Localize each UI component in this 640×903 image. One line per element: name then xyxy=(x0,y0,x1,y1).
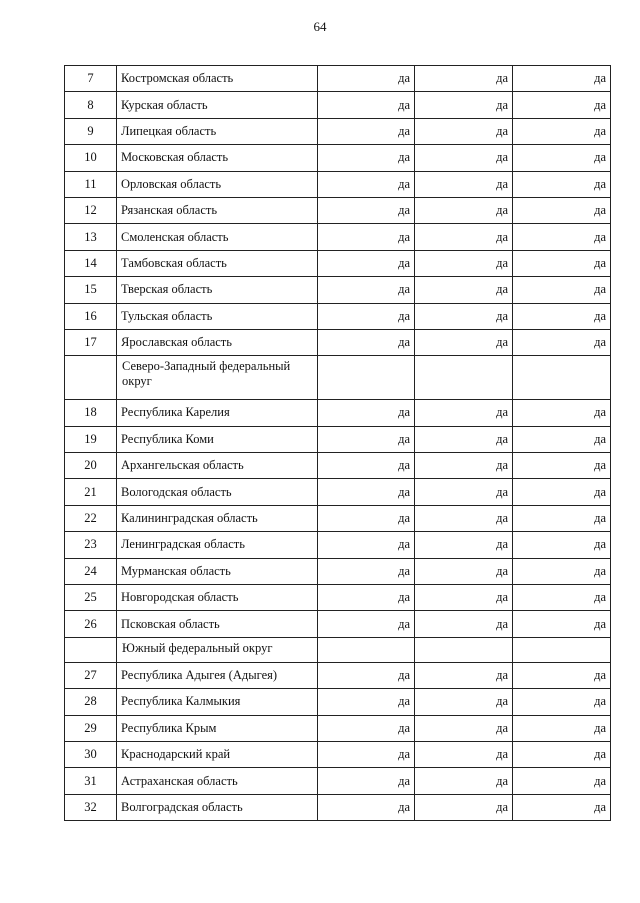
region-name-cell: Тверская область xyxy=(117,277,318,303)
value-cell-3: да xyxy=(513,400,611,426)
value-cell-1: да xyxy=(318,689,415,715)
row-number-cell: 27 xyxy=(65,662,117,688)
value-cell-2: да xyxy=(415,303,513,329)
value-cell-1: да xyxy=(318,92,415,118)
value-cell-3: да xyxy=(513,426,611,452)
row-number-cell: 10 xyxy=(65,145,117,171)
value-cell-2: да xyxy=(415,715,513,741)
value-cell-3 xyxy=(513,637,611,662)
table-row xyxy=(65,92,611,118)
row-number-cell: 21 xyxy=(65,479,117,505)
value-cell-2: да xyxy=(415,453,513,479)
table-row xyxy=(65,329,611,355)
value-cell-1: да xyxy=(318,66,415,92)
value-cell-1: да xyxy=(318,453,415,479)
value-cell-1: да xyxy=(318,558,415,584)
value-cell-3: да xyxy=(513,768,611,794)
region-name-cell: Смоленская область xyxy=(117,224,318,250)
value-cell-3: да xyxy=(513,329,611,355)
region-name-cell: Республика Коми xyxy=(117,426,318,452)
value-cell-1: да xyxy=(318,250,415,276)
row-number-cell: 29 xyxy=(65,715,117,741)
row-number-cell: 30 xyxy=(65,741,117,767)
table-row xyxy=(65,303,611,329)
value-cell-3: да xyxy=(513,250,611,276)
region-name-cell: Мурманская область xyxy=(117,558,318,584)
value-cell-2: да xyxy=(415,479,513,505)
table-row xyxy=(65,532,611,558)
value-cell-1: да xyxy=(318,585,415,611)
regions-table xyxy=(64,65,611,821)
region-name-cell: Архангельская область xyxy=(117,453,318,479)
table-row xyxy=(65,768,611,794)
table-row xyxy=(65,558,611,584)
value-cell-2: да xyxy=(415,224,513,250)
value-cell-1: да xyxy=(318,741,415,767)
value-cell-2: да xyxy=(415,794,513,820)
value-cell-2: да xyxy=(415,118,513,144)
value-cell-3: да xyxy=(513,611,611,637)
value-cell-3: да xyxy=(513,558,611,584)
region-name-cell: Республика Калмыкия xyxy=(117,689,318,715)
value-cell-1: да xyxy=(318,277,415,303)
value-cell-2: да xyxy=(415,585,513,611)
value-cell-1: да xyxy=(318,532,415,558)
table-row xyxy=(65,277,611,303)
value-cell-3: да xyxy=(513,505,611,531)
table-row xyxy=(65,224,611,250)
region-name-cell: Костромская область xyxy=(117,66,318,92)
value-cell-3: да xyxy=(513,145,611,171)
value-cell-1: да xyxy=(318,197,415,223)
value-cell-2: да xyxy=(415,250,513,276)
value-cell-2: да xyxy=(415,611,513,637)
row-number-cell: 15 xyxy=(65,277,117,303)
region-name-cell: Московская область xyxy=(117,145,318,171)
row-number-cell: 7 xyxy=(65,66,117,92)
region-name-cell: Курская область xyxy=(117,92,318,118)
region-name-cell: Ленинградская область xyxy=(117,532,318,558)
value-cell-3: да xyxy=(513,303,611,329)
table-row xyxy=(65,426,611,452)
value-cell-2: да xyxy=(415,197,513,223)
row-number-cell: 9 xyxy=(65,118,117,144)
value-cell-2: да xyxy=(415,171,513,197)
region-name-cell: Тульская область xyxy=(117,303,318,329)
region-name-cell: Ярославская область xyxy=(117,329,318,355)
value-cell-2: да xyxy=(415,662,513,688)
table-row xyxy=(65,662,611,688)
value-cell-1: да xyxy=(318,224,415,250)
table-row xyxy=(65,171,611,197)
value-cell-3: да xyxy=(513,479,611,505)
value-cell-3: да xyxy=(513,662,611,688)
row-number-cell: 31 xyxy=(65,768,117,794)
row-number-cell: 19 xyxy=(65,426,117,452)
value-cell-1: да xyxy=(318,794,415,820)
row-number-cell: 26 xyxy=(65,611,117,637)
table-row xyxy=(65,741,611,767)
value-cell-2 xyxy=(415,637,513,662)
region-name-cell: Новгородская область xyxy=(117,585,318,611)
table-row xyxy=(65,197,611,223)
row-number-cell: 13 xyxy=(65,224,117,250)
value-cell-2: да xyxy=(415,558,513,584)
row-number-cell: 12 xyxy=(65,197,117,223)
section-header-row xyxy=(65,356,611,400)
value-cell-1: да xyxy=(318,768,415,794)
value-cell-2: да xyxy=(415,689,513,715)
value-cell-3 xyxy=(513,356,611,400)
value-cell-2: да xyxy=(415,426,513,452)
value-cell-3: да xyxy=(513,532,611,558)
row-number-cell: 32 xyxy=(65,794,117,820)
value-cell-3: да xyxy=(513,197,611,223)
value-cell-1: да xyxy=(318,171,415,197)
value-cell-3: да xyxy=(513,224,611,250)
value-cell-3: да xyxy=(513,689,611,715)
region-name-cell: Республика Крым xyxy=(117,715,318,741)
page-number: 64 xyxy=(313,19,327,34)
value-cell-1 xyxy=(318,356,415,400)
value-cell-1: да xyxy=(318,611,415,637)
row-number-cell xyxy=(65,637,117,662)
row-number-cell: 17 xyxy=(65,329,117,355)
region-name-cell: Орловская область xyxy=(117,171,318,197)
row-number-cell: 16 xyxy=(65,303,117,329)
value-cell-2: да xyxy=(415,768,513,794)
value-cell-3: да xyxy=(513,715,611,741)
table-row xyxy=(65,479,611,505)
section-title-cell: Южный федеральный округ xyxy=(117,637,318,662)
row-number-cell: 20 xyxy=(65,453,117,479)
table-row xyxy=(65,505,611,531)
value-cell-3: да xyxy=(513,171,611,197)
table-row xyxy=(65,145,611,171)
table-row xyxy=(65,453,611,479)
value-cell-2: да xyxy=(415,277,513,303)
value-cell-1: да xyxy=(318,426,415,452)
value-cell-1: да xyxy=(318,145,415,171)
value-cell-3: да xyxy=(513,794,611,820)
region-name-cell: Республика Адыгея (Адыгея) xyxy=(117,662,318,688)
table-row xyxy=(65,250,611,276)
row-number-cell: 18 xyxy=(65,400,117,426)
value-cell-3: да xyxy=(513,741,611,767)
row-number-cell: 23 xyxy=(65,532,117,558)
section-header-row xyxy=(65,637,611,662)
value-cell-2: да xyxy=(415,145,513,171)
region-name-cell: Краснодарский край xyxy=(117,741,318,767)
value-cell-2: да xyxy=(415,66,513,92)
row-number-cell: 8 xyxy=(65,92,117,118)
value-cell-1: да xyxy=(318,715,415,741)
value-cell-2: да xyxy=(415,741,513,767)
row-number-cell: 24 xyxy=(65,558,117,584)
row-number-cell: 25 xyxy=(65,585,117,611)
table-row xyxy=(65,400,611,426)
region-name-cell: Республика Карелия xyxy=(117,400,318,426)
row-number-cell: 28 xyxy=(65,689,117,715)
value-cell-2: да xyxy=(415,400,513,426)
value-cell-1: да xyxy=(318,303,415,329)
region-name-cell: Вологодская область xyxy=(117,479,318,505)
regions-table-body xyxy=(65,66,611,821)
value-cell-2: да xyxy=(415,532,513,558)
table-row xyxy=(65,715,611,741)
row-number-cell xyxy=(65,356,117,400)
value-cell-3: да xyxy=(513,92,611,118)
region-name-cell: Тамбовская область xyxy=(117,250,318,276)
value-cell-1: да xyxy=(318,479,415,505)
table-row xyxy=(65,794,611,820)
table-row xyxy=(65,118,611,144)
table-row xyxy=(65,66,611,92)
region-name-cell: Псковская область xyxy=(117,611,318,637)
region-name-cell: Калининградская область xyxy=(117,505,318,531)
value-cell-2: да xyxy=(415,92,513,118)
region-name-cell: Астраханская область xyxy=(117,768,318,794)
value-cell-1: да xyxy=(318,505,415,531)
value-cell-1 xyxy=(318,637,415,662)
region-name-cell: Липецкая область xyxy=(117,118,318,144)
value-cell-3: да xyxy=(513,277,611,303)
value-cell-1: да xyxy=(318,400,415,426)
value-cell-3: да xyxy=(513,118,611,144)
table-row xyxy=(65,611,611,637)
value-cell-2: да xyxy=(415,505,513,531)
value-cell-1: да xyxy=(318,329,415,355)
region-name-cell: Волгоградская область xyxy=(117,794,318,820)
row-number-cell: 14 xyxy=(65,250,117,276)
value-cell-1: да xyxy=(318,662,415,688)
table-row xyxy=(65,585,611,611)
value-cell-1: да xyxy=(318,118,415,144)
table-row xyxy=(65,689,611,715)
value-cell-3: да xyxy=(513,585,611,611)
value-cell-3: да xyxy=(513,66,611,92)
value-cell-2: да xyxy=(415,329,513,355)
value-cell-2 xyxy=(415,356,513,400)
row-number-cell: 11 xyxy=(65,171,117,197)
row-number-cell: 22 xyxy=(65,505,117,531)
value-cell-3: да xyxy=(513,453,611,479)
section-title-cell: Северо-Западный федеральный округ xyxy=(117,356,318,400)
region-name-cell: Рязанская область xyxy=(117,197,318,223)
